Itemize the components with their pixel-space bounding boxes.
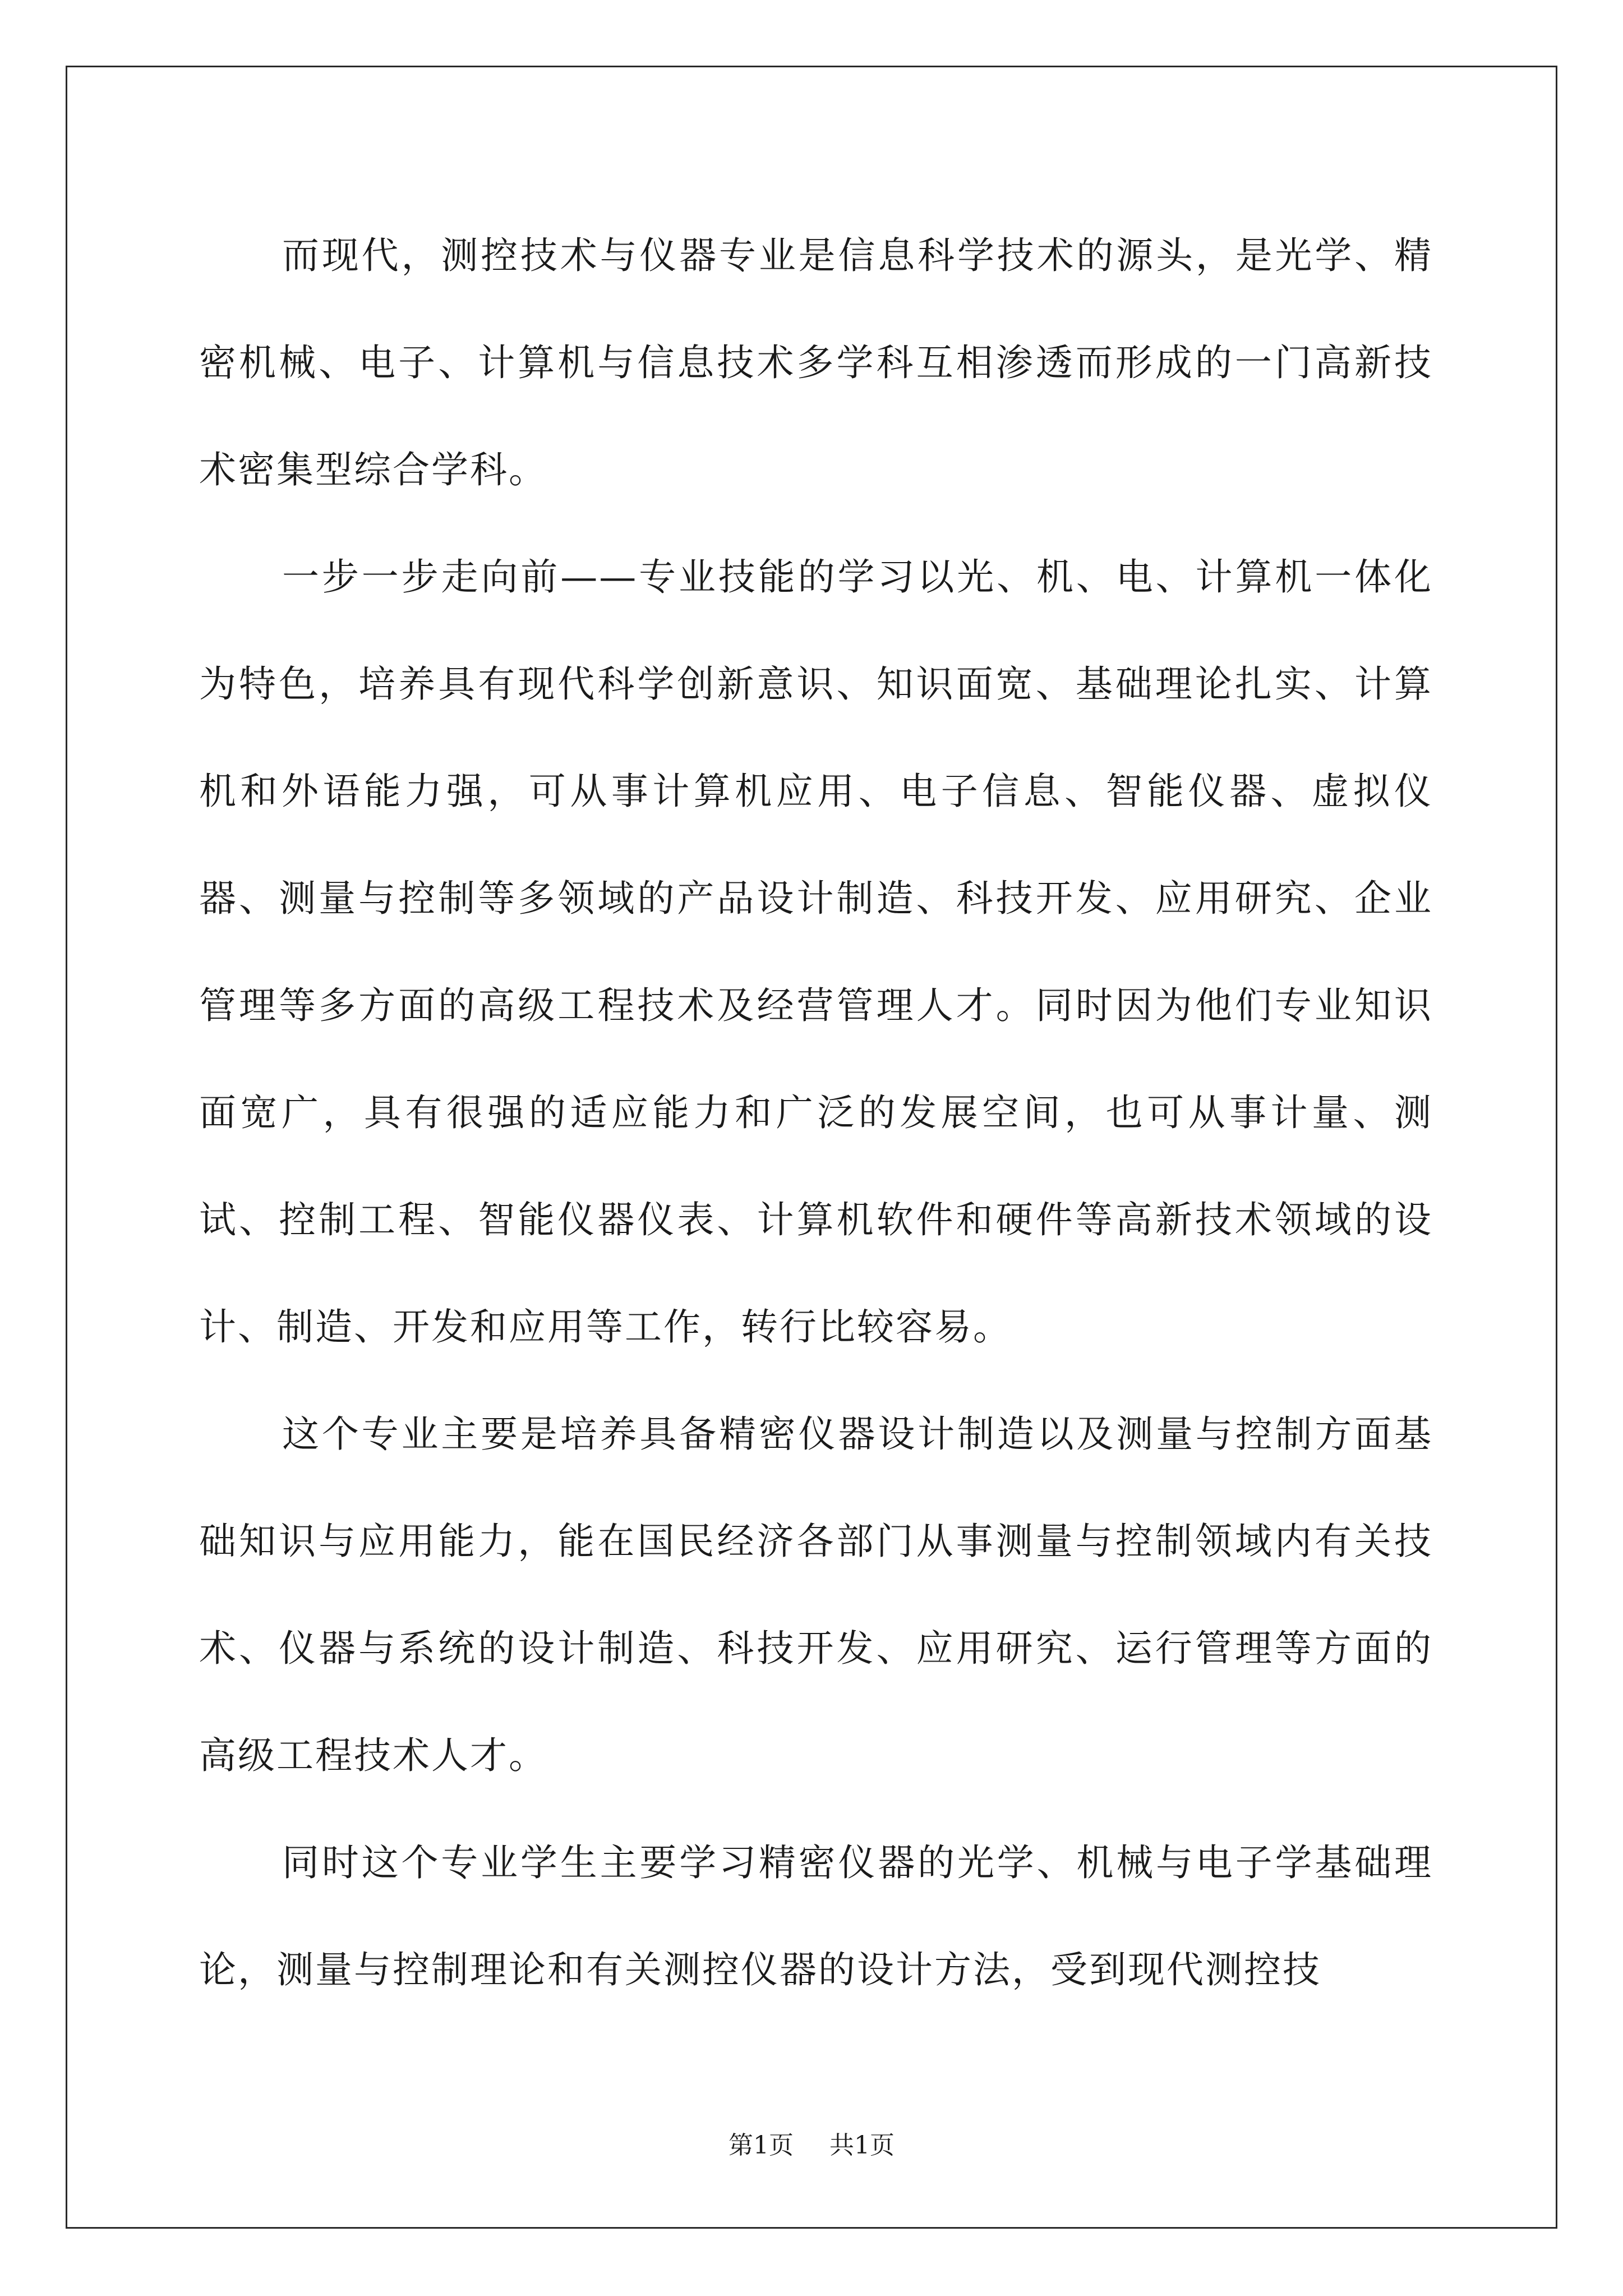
document-body xyxy=(199,202,1433,2023)
paragraph: 同时这个专业学生主要学习精密仪器的光学、机械与电子学基础理论，测量与控制理论和有关测控仪器的设计方法，受到现代测控技 xyxy=(199,1841,1433,1991)
total-pages: 共1页 xyxy=(829,2131,895,2160)
page-number: 第1页 xyxy=(728,2131,794,2160)
paragraph: 这个专业主要是培养具备精密仪器设计制造以及测量与控制方面基础知识与应用能力，能在国民经济各部门从事测量与控制领域内有关技术、仪器与系统的设计制造、科技开发、应用研究、运行管理等方面的高级工程技术人才。 xyxy=(199,1412,1433,1777)
paragraph: 一步一步走向前——专业技能的学习以光、机、电、计算机一体化为特色，培养具有现代科学创新意识、知识面宽、基础理论扎实、计算机和外语能力强，可从事计算机应用、电子信息、智能仪器、虚拟仪器、测量与控制等多领域的产品设计制造、科技开发、应用研究、企业管理等多方面的高级工程技术及经营管理人才。同时因为他们专业知识面宽广，具有很强的适应能力和广泛的发展空间，也可从事计量、测试、控制工程、智能仪器仪表、计算机软件和硬件等高新技术领域的设计、制造、开发和应用等工作，转行比较容易。 xyxy=(199,555,1433,1349)
paragraph: 而现代，测控技术与仪器专业是信息科学技术的源头，是光学、精密机械、电子、计算机与信息技术多学科互相渗透而形成的一门高新技术密集型综合学科。 xyxy=(199,234,1433,491)
page-footer xyxy=(0,2129,1623,2162)
